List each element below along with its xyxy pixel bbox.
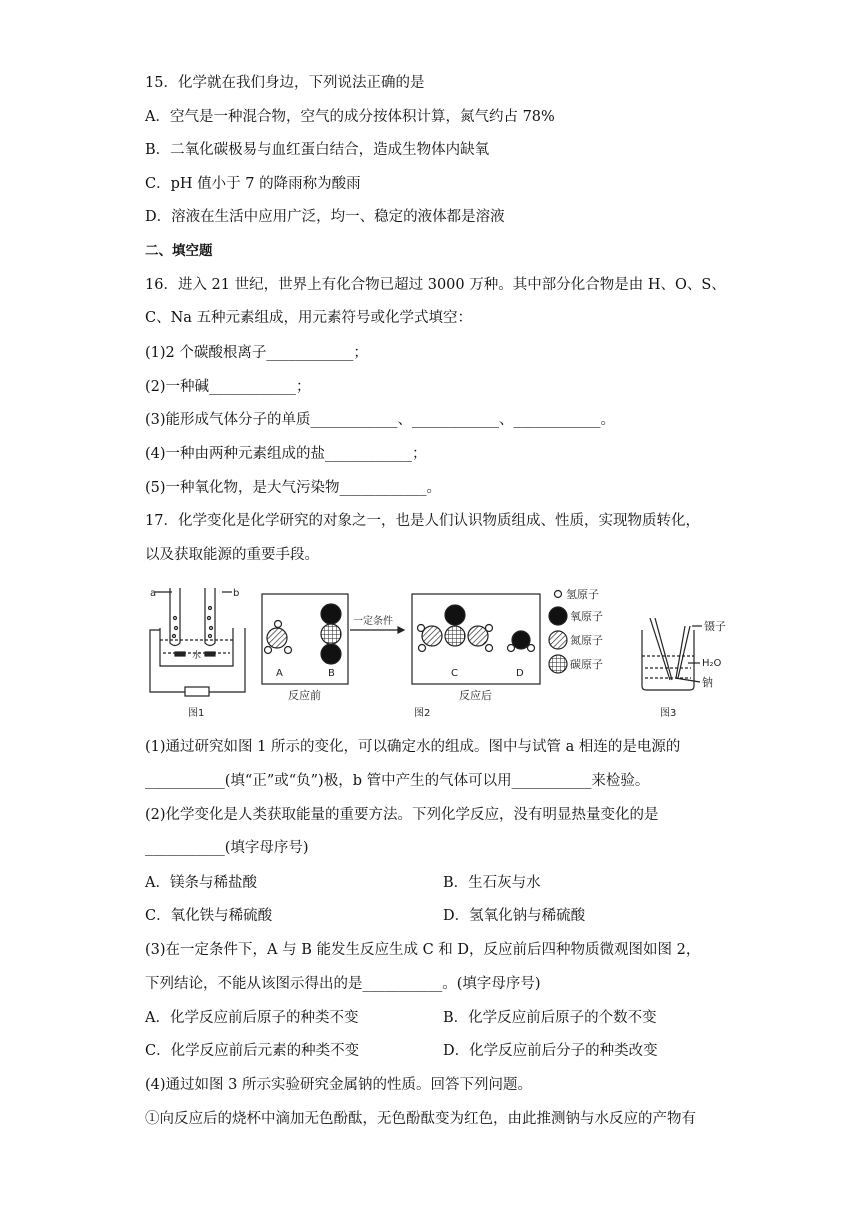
water-formula-label: H₂O bbox=[702, 658, 722, 669]
figure-2-reaction bbox=[262, 587, 603, 719]
q16-stem-line1: 16．进入 21 世纪，世界上有化合物已超过 3000 万种。其中部分化合物是由 H、O、S、 bbox=[145, 277, 726, 293]
q17-part3-option-c: C．化学反应前后元素的种类不变 bbox=[145, 1043, 360, 1059]
q17-part2-line1: (2)化学变化是人类获取能量的重要方法。下列化学反应，没有明显热量变化的是 bbox=[145, 807, 659, 823]
q17-part3-line2: 下列结论，不能从该图示得出的是___________。(填字母序号) bbox=[145, 976, 541, 992]
figure-1-caption: 图1 bbox=[188, 708, 205, 719]
sodium-label: 钠 bbox=[702, 676, 713, 689]
q17-part1-line1: (1)通过研究如图 1 所示的变化，可以确定水的组成。图中与试管 a 相连的是电源的 bbox=[145, 739, 681, 755]
q17-part3-option-a: A．化学反应前后原子的种类不变 bbox=[145, 1010, 359, 1026]
legend-carbon: 碳原子 bbox=[570, 658, 603, 671]
q17-part2-option-c: C．氧化铁与稀硫酸 bbox=[145, 908, 273, 924]
tweezers-label: 镊子 bbox=[704, 620, 726, 633]
condition-label: 一定条件 bbox=[353, 616, 393, 627]
legend-oxygen: 氧原子 bbox=[570, 610, 603, 623]
q17-stem-line1: 17．化学变化是化学研究的对象之一，也是人们认识物质组成、性质，实现物质转化， bbox=[145, 513, 700, 529]
water-label: 水 bbox=[192, 651, 202, 661]
q15-option-b: B．二氧化碳极易与血红蛋白结合，造成生物体内缺氧 bbox=[145, 142, 490, 158]
q17-stem-line2: 以及获取能源的重要手段。 bbox=[145, 547, 319, 563]
section-heading: 二、填空题 bbox=[145, 243, 213, 259]
after-label: 反应后 bbox=[459, 689, 492, 702]
q15-option-d: D．溶液在生活中应用广泛，均一、稳定的液体都是溶液 bbox=[145, 209, 505, 225]
q16-item-1: (1)2 个碳酸根离子____________； bbox=[145, 345, 368, 361]
q16-stem-line2: C、Na 五种元素组成，用元素符号或化学式填空： bbox=[145, 310, 473, 326]
q15-stem: 15．化学就在我们身边，下列说法正确的是 bbox=[145, 75, 425, 91]
q17-part2-option-b: B．生石灰与水 bbox=[443, 875, 541, 891]
label-d: D bbox=[516, 668, 524, 679]
q17-part2-option-a: A．镁条与稀盐酸 bbox=[145, 875, 257, 891]
figure-3-caption: 图3 bbox=[660, 708, 677, 719]
q16-item-5: (5)一种氧化物，是大气污染物____________。 bbox=[145, 480, 442, 496]
q17-part3-option-b: B．化学反应前后原子的个数不变 bbox=[443, 1010, 657, 1026]
tube-b-label: b bbox=[233, 588, 240, 599]
q17-part2-option-d: D．氢氧化钠与稀硫酸 bbox=[443, 908, 586, 924]
q17-part4-line2: ①向反应后的烧杯中滴加无色酚酞，无色酚酞变为红色，由此推测钠与水反应的产物有 bbox=[145, 1111, 696, 1127]
q16-item-3: (3)能形成气体分子的单质____________、____________、____________。 bbox=[145, 412, 616, 428]
q17-part3-line1: (3)在一定条件下，A 与 B 能发生反应生成 C 和 D，反应前后四种物质微观图如图 2， bbox=[145, 942, 701, 958]
label-a: A bbox=[276, 668, 283, 679]
q17-part4-line1: (4)通过如图 3 所示实验研究金属钠的性质。回答下列问题。 bbox=[145, 1077, 532, 1093]
q17-part1-line2: ___________(填“正”或“负”)极，b 管中产生的气体可以用___________来检验。 bbox=[145, 773, 650, 789]
q17-part2-line2: ___________(填字母序号) bbox=[145, 840, 309, 856]
label-c: C bbox=[451, 668, 458, 679]
legend-nitrogen: 氮原子 bbox=[570, 634, 603, 647]
q17-figures bbox=[0, 578, 860, 728]
tube-a-label: a bbox=[150, 588, 157, 599]
before-label: 反应前 bbox=[288, 689, 321, 702]
legend-hydrogen: 氢原子 bbox=[566, 588, 599, 601]
q15-option-a: A．空气是一种混合物，空气的成分按体积计算，氮气约占 78% bbox=[145, 109, 555, 125]
figure-3-sodium bbox=[642, 618, 726, 719]
label-b: B bbox=[328, 668, 335, 679]
figure-1-electrolysis bbox=[150, 588, 245, 719]
figure-2-caption: 图2 bbox=[414, 708, 431, 719]
q16-item-2: (2)一种碱____________； bbox=[145, 379, 311, 395]
q15-option-c: C．pH 值小于 7 的降雨称为酸雨 bbox=[145, 176, 361, 192]
q16-item-4: (4)一种由两种元素组成的盐____________； bbox=[145, 446, 427, 462]
q17-part3-option-d: D．化学反应前后分子的种类改变 bbox=[443, 1043, 658, 1059]
